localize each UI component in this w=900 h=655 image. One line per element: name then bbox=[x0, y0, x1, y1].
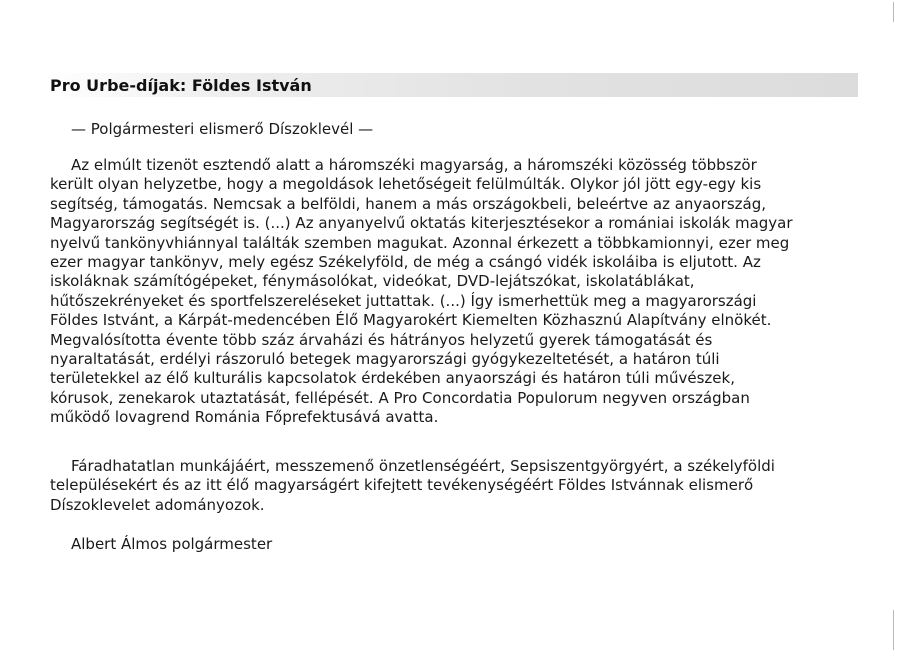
paragraph-line: nyelvű tankönyvhiánnyal találták szemben magukat. Azonnal érkezett a többkamionnyi, ezer meg bbox=[50, 233, 790, 252]
paragraph-line: Földes Istvánt, a Kárpát-medencében Élő Magyarokért Kiemelten Közhasznú Alapítvány elnökét. bbox=[50, 311, 772, 330]
paragraph-line: ezer magyar tankönyv, mely egész Székelyföld, de még a csángó vidék iskoláiba is eljutott. Az bbox=[50, 253, 761, 272]
paragraph-line: Magyarország segítségét is. (...) Az anyanyelvű oktatás kiterjesztésekor a romániai iskolák magyar bbox=[50, 214, 793, 233]
paragraph-line: településekért és az itt élő magyarságért kifejtett tevékenységéért Földes Istvánnak elismerő bbox=[50, 476, 754, 495]
paragraph-line: segítség, támogatás. Nemcsak a belföldi, hanem a más országokbeli, beleértve az anyaország, bbox=[50, 194, 767, 213]
paragraph-line: Az elmúlt tizenöt esztendő alatt a háromszéki magyarság, a háromszéki közösség többször bbox=[71, 156, 757, 174]
paragraph-line: Megvalósította évente több száz árvaházi és hátrányos helyzetű gyerek támogatását és bbox=[50, 330, 713, 349]
document-subtitle: — Polgármesteri elismerő Díszoklevél — bbox=[71, 120, 374, 138]
paragraph-citation bbox=[50, 156, 840, 428]
signature: Albert Álmos polgármester bbox=[71, 535, 273, 553]
paragraph-line: Díszoklevelet adományozok. bbox=[50, 495, 265, 514]
paragraph-line: területekkel az élő kulturális kapcsolatok érdekében anyaországi és határon túli művészek, bbox=[50, 369, 735, 388]
paragraph-line: nyaraltatását, erdélyi rászoruló betegek magyarországi gyógykezeltetését, a határon túli bbox=[50, 350, 720, 369]
paragraph-line: működő lovagrend Románia Főprefektusává avatta. bbox=[50, 408, 439, 427]
paragraph-line: került olyan helyzetbe, hogy a megoldások lehetőségeit felülmúlták. Olykor jól jött egy-egy kis bbox=[50, 175, 762, 194]
paragraph-line: kórusok, zenekarok utaztatását, fellépését. A Pro Concordatia Populorum negyven országban bbox=[50, 388, 750, 407]
page-title: Pro Urbe-díjak: Földes István bbox=[50, 76, 312, 95]
paragraph-line: iskoláknak számítógépeket, fénymásolókat, videókat, DVD-lejátszókat, iskolatáblákat, bbox=[50, 272, 695, 291]
scan-edge-mark bbox=[893, 2, 894, 22]
paragraph-line: hűtőszekrényeket és sportfelszereléseket juttattak. (...) Így ismerhettük meg a magyarországi bbox=[50, 291, 757, 310]
paragraph-award bbox=[50, 457, 840, 515]
paragraph-line: Fáradhatatlan munkájáért, messzemenő önzetlenségéért, Sepsiszentgyörgyért, a székelyföldi bbox=[71, 457, 775, 475]
scan-edge-mark bbox=[893, 610, 894, 650]
